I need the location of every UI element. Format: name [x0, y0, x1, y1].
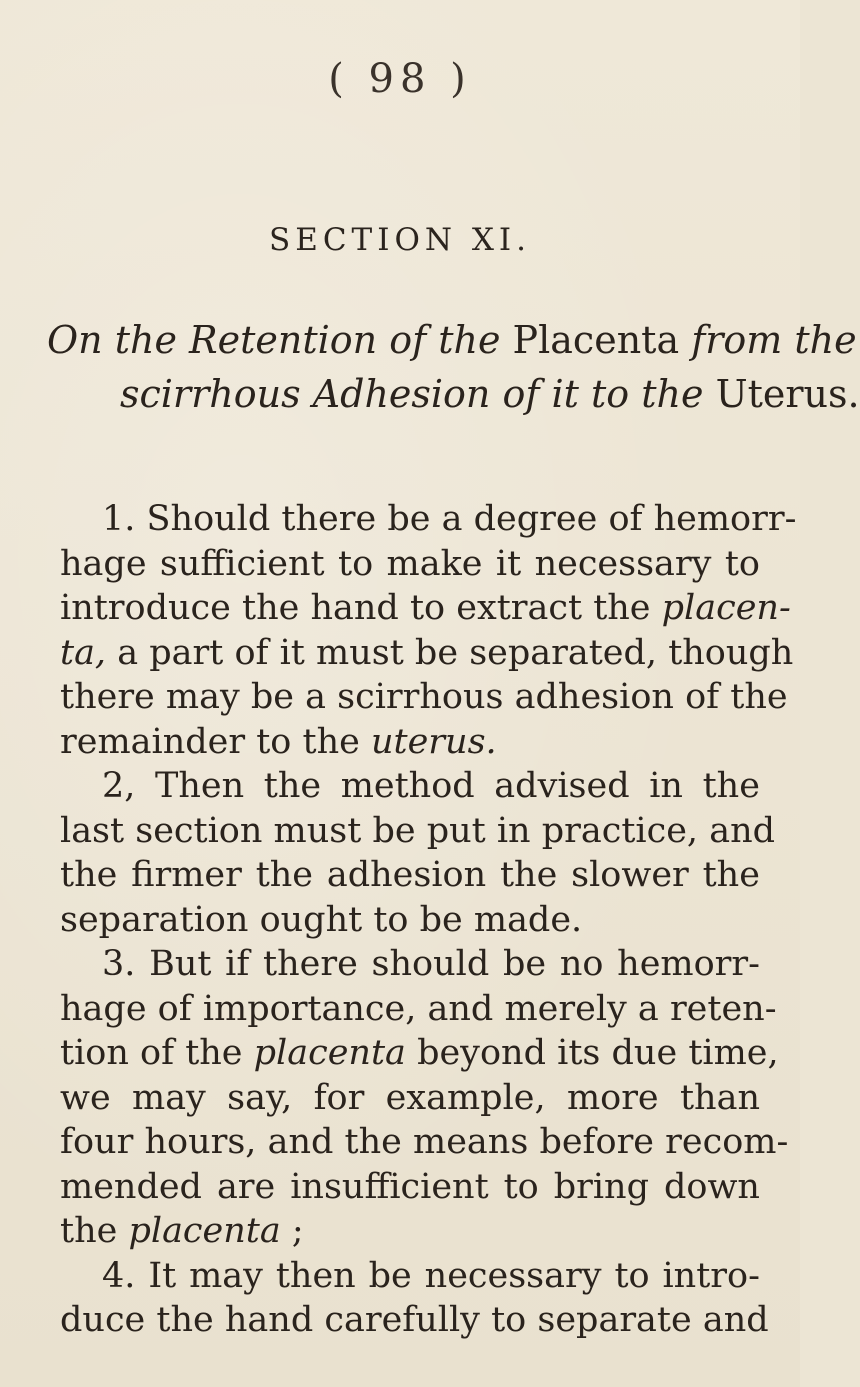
- body-text: [60, 497, 797, 1343]
- text-line: 4. It may then be necessary to intro-: [102, 1255, 760, 1296]
- title-roman-uterus: Uterus.: [715, 372, 860, 416]
- title-roman-placenta: Placenta: [512, 318, 692, 362]
- text-line: hage of importance, and merely a reten-: [60, 988, 777, 1029]
- text-line: ta, a part of it must be separated, though: [60, 632, 794, 673]
- title-italic-c: scirrhous Adhesion of it to the: [120, 372, 716, 416]
- section-title-line-1: [0, 318, 857, 362]
- section-title-line-2: [0, 372, 860, 416]
- paragraph-3: [60, 942, 789, 1254]
- text-line: we may say, for example, more than: [60, 1077, 760, 1118]
- page-number: ( 98 ): [328, 56, 472, 102]
- paragraph-4: [60, 1254, 769, 1343]
- text-line: the placenta ;: [60, 1211, 304, 1251]
- title-italic-a: On the Retention of the: [47, 318, 513, 362]
- paragraph-1: [60, 497, 797, 764]
- title-italic-b: from the: [691, 318, 857, 362]
- text-line: mended are insufficient to bring down: [60, 1166, 760, 1207]
- text-line: 2, Then the method advised in the: [102, 766, 760, 806]
- text-line: remainder to the uterus.: [60, 721, 497, 762]
- text-line: introduce the hand to extract the placen-: [60, 588, 791, 628]
- text-line: there may be a scirrhous adhesion of the: [60, 677, 788, 717]
- text-line: four hours, and the means before recom-: [60, 1122, 789, 1162]
- text-line: 1. Should there be a degree of hemorr-: [102, 499, 797, 539]
- text-line: duce the hand carefully to separate and: [60, 1300, 769, 1340]
- text-line: the firmer the adhesion the slower the: [60, 855, 760, 895]
- text-line: separation ought to be made.: [60, 899, 583, 940]
- section-heading: SECTION XI.: [268, 222, 532, 258]
- text-line: last section must be put in practice, and: [60, 810, 776, 851]
- paragraph-2: [60, 764, 776, 942]
- text-line: hage sufficient to make it necessary to: [60, 543, 760, 584]
- text-line: 3. But if there should be no hemorr-: [102, 944, 760, 984]
- text-line: tion of the placenta beyond its due time,: [60, 1033, 779, 1073]
